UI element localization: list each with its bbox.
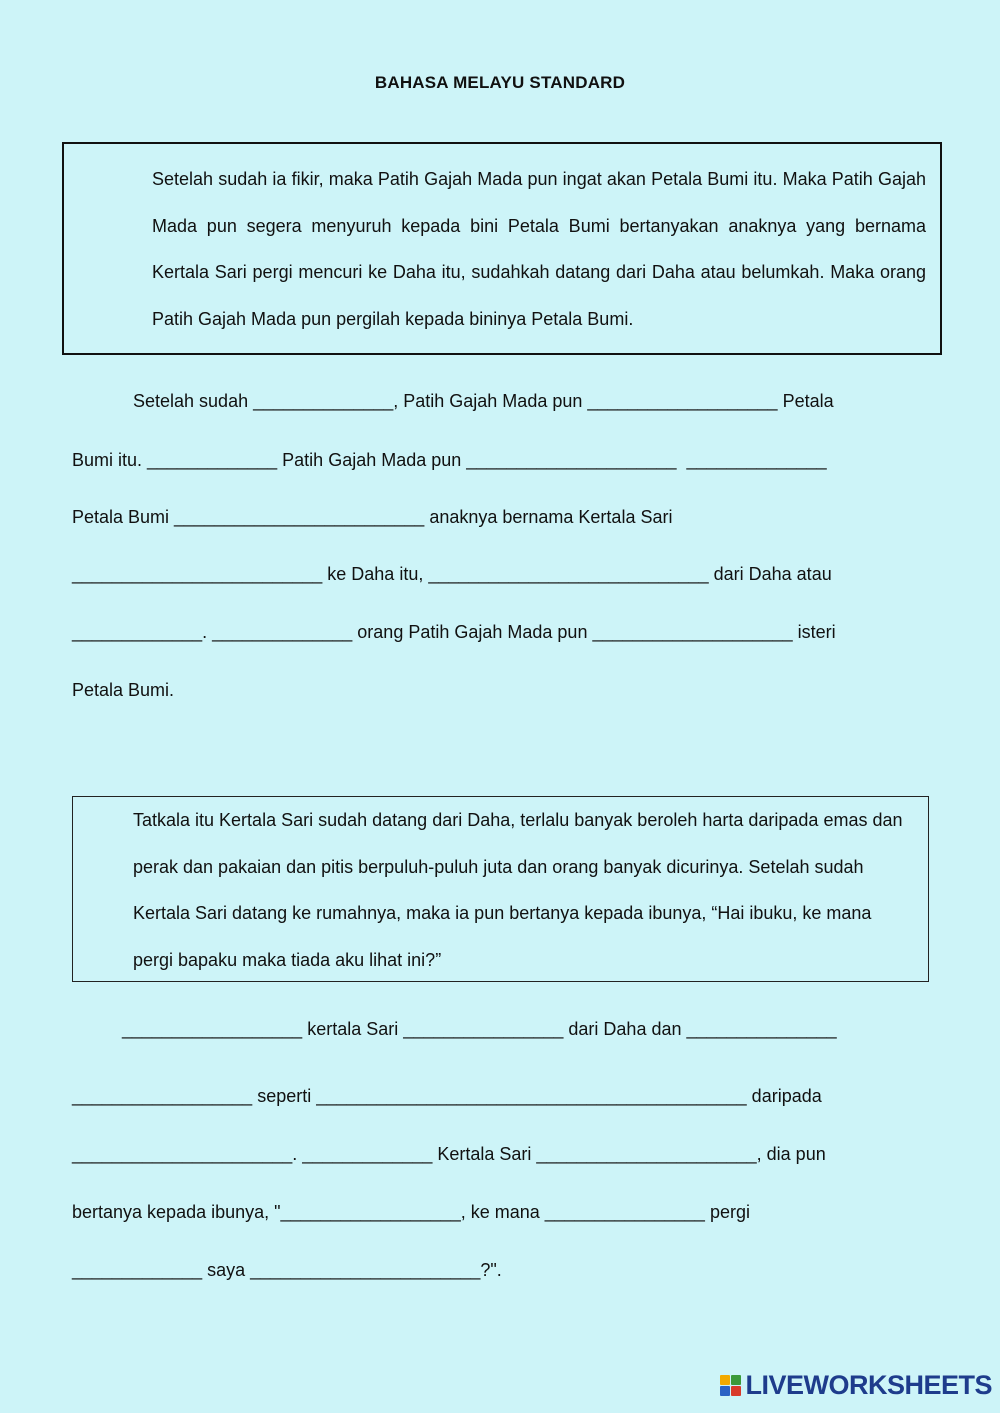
passage-box-1 xyxy=(62,142,942,355)
liveworksheets-text: LIVEWORKSHEETS xyxy=(745,1370,992,1400)
exercise-2-line-3: ______________________. _____________ Kertala Sari ______________________, dia pun xyxy=(72,1144,826,1164)
exercise-2-line-4: bertanya kepada ibunya, "__________________, ke mana ________________ pergi xyxy=(72,1202,750,1222)
exercise-1-line-2: Bumi itu. _____________ Patih Gajah Mada pun _____________________ ______________ xyxy=(72,450,827,470)
liveworksheets-watermark xyxy=(720,1370,992,1401)
page-title: BAHASA MELAYU STANDARD xyxy=(374,73,626,92)
passage-1-text: Setelah sudah ia fikir, maka Patih Gajah Mada pun ingat akan Petala Bumi itu. Maka Patih Gajah Mada pun segera menyuruh kepada bini Petala Bumi bertanyakan anaknya yang bernama Kertala Sari pergi mencuri ke Daha itu, sudahkah datang dari Daha atau belumkah. Maka orang Patih Gajah Mada pun pergilah kepada bininya Petala Bumi. xyxy=(152,169,926,329)
exercise-1-line-4: _________________________ ke Daha itu, ____________________________ dari Daha atau xyxy=(72,564,832,584)
exercise-1-line-6: Petala Bumi. xyxy=(72,680,175,700)
passage-2-text: Tatkala itu Kertala Sari sudah datang dari Daha, terlalu banyak beroleh harta daripada emas dan perak dan pakaian dan pitis berpuluh-puluh juta dan orang banyak dicurinya. Setelah sudah Kertala Sari datang ke rumahnya, maka ia pun bertanya kepada ibunya, “Hai ibuku, ke mana pergi bapaku maka tiada aku lihat ini?” xyxy=(133,810,903,970)
liveworksheets-logo-icon xyxy=(720,1375,741,1396)
passage-box-2 xyxy=(72,796,929,982)
exercise-2-line-2: __________________ seperti ___________________________________________ daripada xyxy=(72,1086,822,1106)
exercise-1-line-3: Petala Bumi _________________________ anaknya bernama Kertala Sari xyxy=(72,507,673,527)
exercise-2-line-1: __________________ kertala Sari ________________ dari Daha dan _______________ xyxy=(122,1019,837,1039)
exercise-1-line-1: Setelah sudah ______________, Patih Gajah Mada pun ___________________ Petala xyxy=(133,391,834,411)
exercise-2-line-5: _____________ saya _______________________?". xyxy=(72,1260,502,1280)
exercise-1-line-5: _____________. ______________ orang Patih Gajah Mada pun ____________________ isteri xyxy=(72,622,836,642)
